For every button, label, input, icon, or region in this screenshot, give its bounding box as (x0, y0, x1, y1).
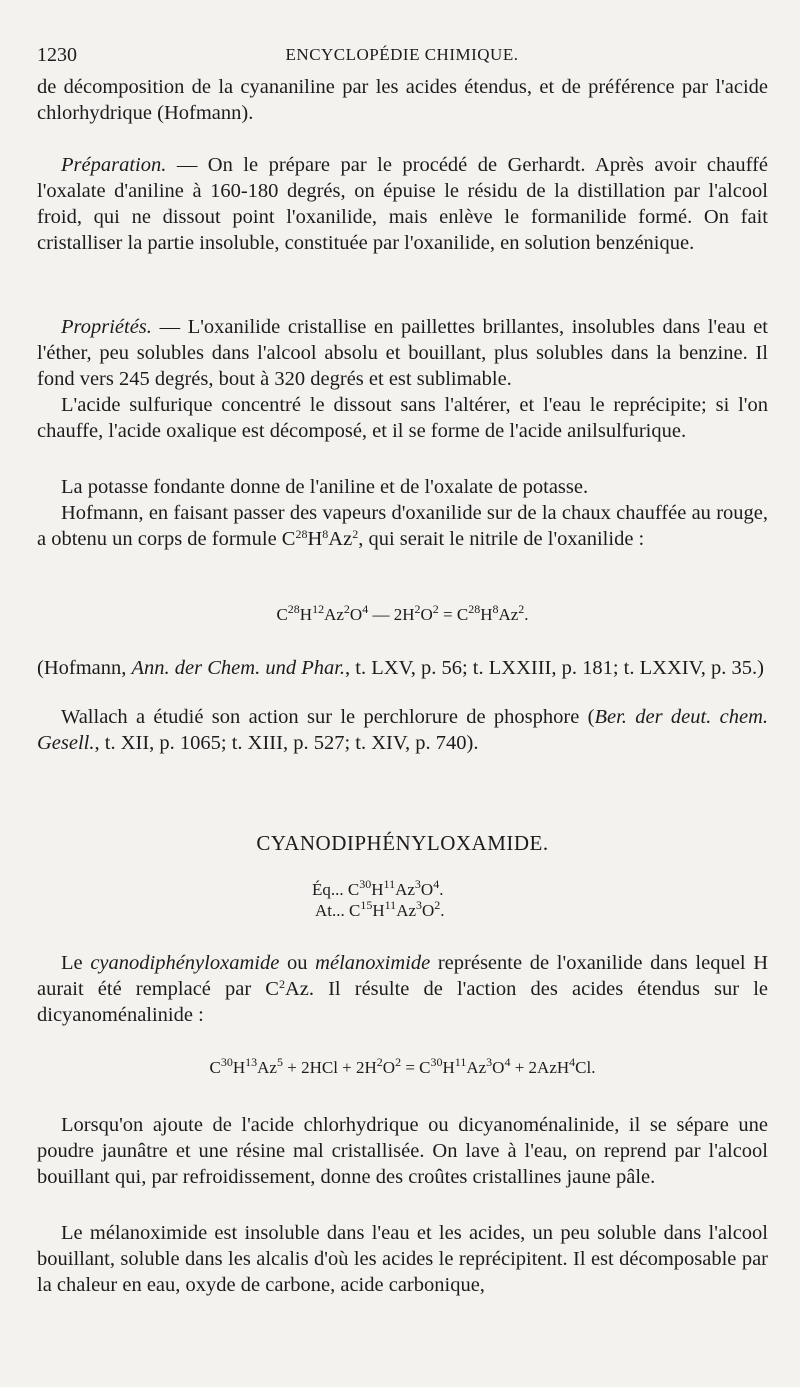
proprietes-label: Propriétés. (61, 316, 152, 338)
paragraph-wallach: Wallach a étudié son action sur le perchlorure de phosphore (Ber. der deut. chem. Gesell., t. XII, p. 1065; t. XIII, p. 527; t. XIV, p. 740). (37, 706, 768, 754)
reference-hofmann: (Hofmann, Ann. der Chem. und Phar., t. LXV, p. 56; t. LXXIII, p. 181; t. LXXIV, p. 35.) (37, 657, 764, 679)
paragraph-sulfurique: L'acide sulfurique concentré le dissout sans l'altérer, et l'eau le reprécipite; si l'on chauffe, l'acide oxalique est décomposé, et il se forme de l'acide anilsulfurique. (37, 394, 768, 442)
page-header (37, 40, 767, 70)
preparation-label: Préparation. (61, 154, 167, 176)
paragraph-proprietes: Propriétés. — L'oxanilide cristallise en paillettes brillantes, insolubles dans l'eau et l'éther, peu solubles dans l'alcool absolu et bouillant, plus solubles dans la benzine. Il fond vers 245 degrés, bout à 320 degrés et est sublimable. (37, 316, 768, 390)
formula-reaction: $C^{30}H^{13}Az^5 + 2HCl + 2H^2O^2 = C^{30}H^{11}Az^3O^4 + 2AzH^4Cl$. (209, 1055, 596, 1077)
running-title: ENCYCLOPÉDIE CHIMIQUE. (285, 45, 519, 64)
paragraph-lorsqu: Lorsqu'on ajoute de l'acide chlorhydrique ou dicyanoménalinide, il se sépare une poudre jaunâtre et une résine mal cristallisée. On lave à l'eau, on reprend par l'alcool bouillant qui, par refroidissement, donne des croûtes cristallines jaune pâle. (37, 1114, 768, 1188)
section-title: CYANODIPHÉNYLOXAMIDE. (256, 831, 549, 855)
paragraph-definition: Le cyanodiphényloxamide ou mélanoximide représente de l'oxanilide dans lequel H aurait été remplacé par $C^2Az$. Il résulte de l'action des acides étendus sur le dicyanoménalinide : (37, 952, 769, 1026)
formula-atomic: At... $C^{15}H^{11}Az^3O^2$. (315, 898, 445, 920)
paragraph-melanoximide: Le mélanoximide est insoluble dans l'eau et les acides, un peu soluble dans l'alcool bouillant, soluble dans les alcalis d'où les acides le reprécipitent. Il est décomposable par la chaleur en eau, oxyde de carbone, acide carbonique, (37, 1222, 768, 1296)
paragraph-preparation: Préparation. — On le prépare par le procédé de Gerhardt. Après avoir chauffé l'oxalate d'aniline à 160-180 degrés, on épuise le résidu de la distillation par l'alcool froid, qui ne dissout point l'oxanilide, mais enlève le formanilide formé. On fait cristalliser la partie insoluble, constituée par l'oxanilide, en solution benzénique. (37, 154, 768, 254)
paragraph-hofmann: Hofmann, en faisant passer des vapeurs d'oxanilide sur de la chaux chauffée au rouge, a obtenu un corps de formule $C^{28}H^8Az^2$, qui serait le nitrile de l'oxanilide : (37, 502, 768, 550)
page-number: 1230 (37, 44, 77, 66)
paragraph-potasse: La potasse fondante donne de l'aniline et de l'oxalate de potasse. (61, 476, 589, 498)
equivalent-formulas (312, 879, 612, 921)
paragraph-continuation: de décomposition de la cyananiline par les acides étendus, et de préférence par l'acide chlorhydrique (Hofmann). (37, 76, 768, 124)
formula-equivalents: Éq... $C^{30}H^{11}Az^3O^4$. (312, 877, 444, 899)
formula-nitrile: $C^{28}H^{12}Az^2O^4$ — $2H^2O^2 = C^{28}H^8Az^2$. (276, 602, 529, 624)
